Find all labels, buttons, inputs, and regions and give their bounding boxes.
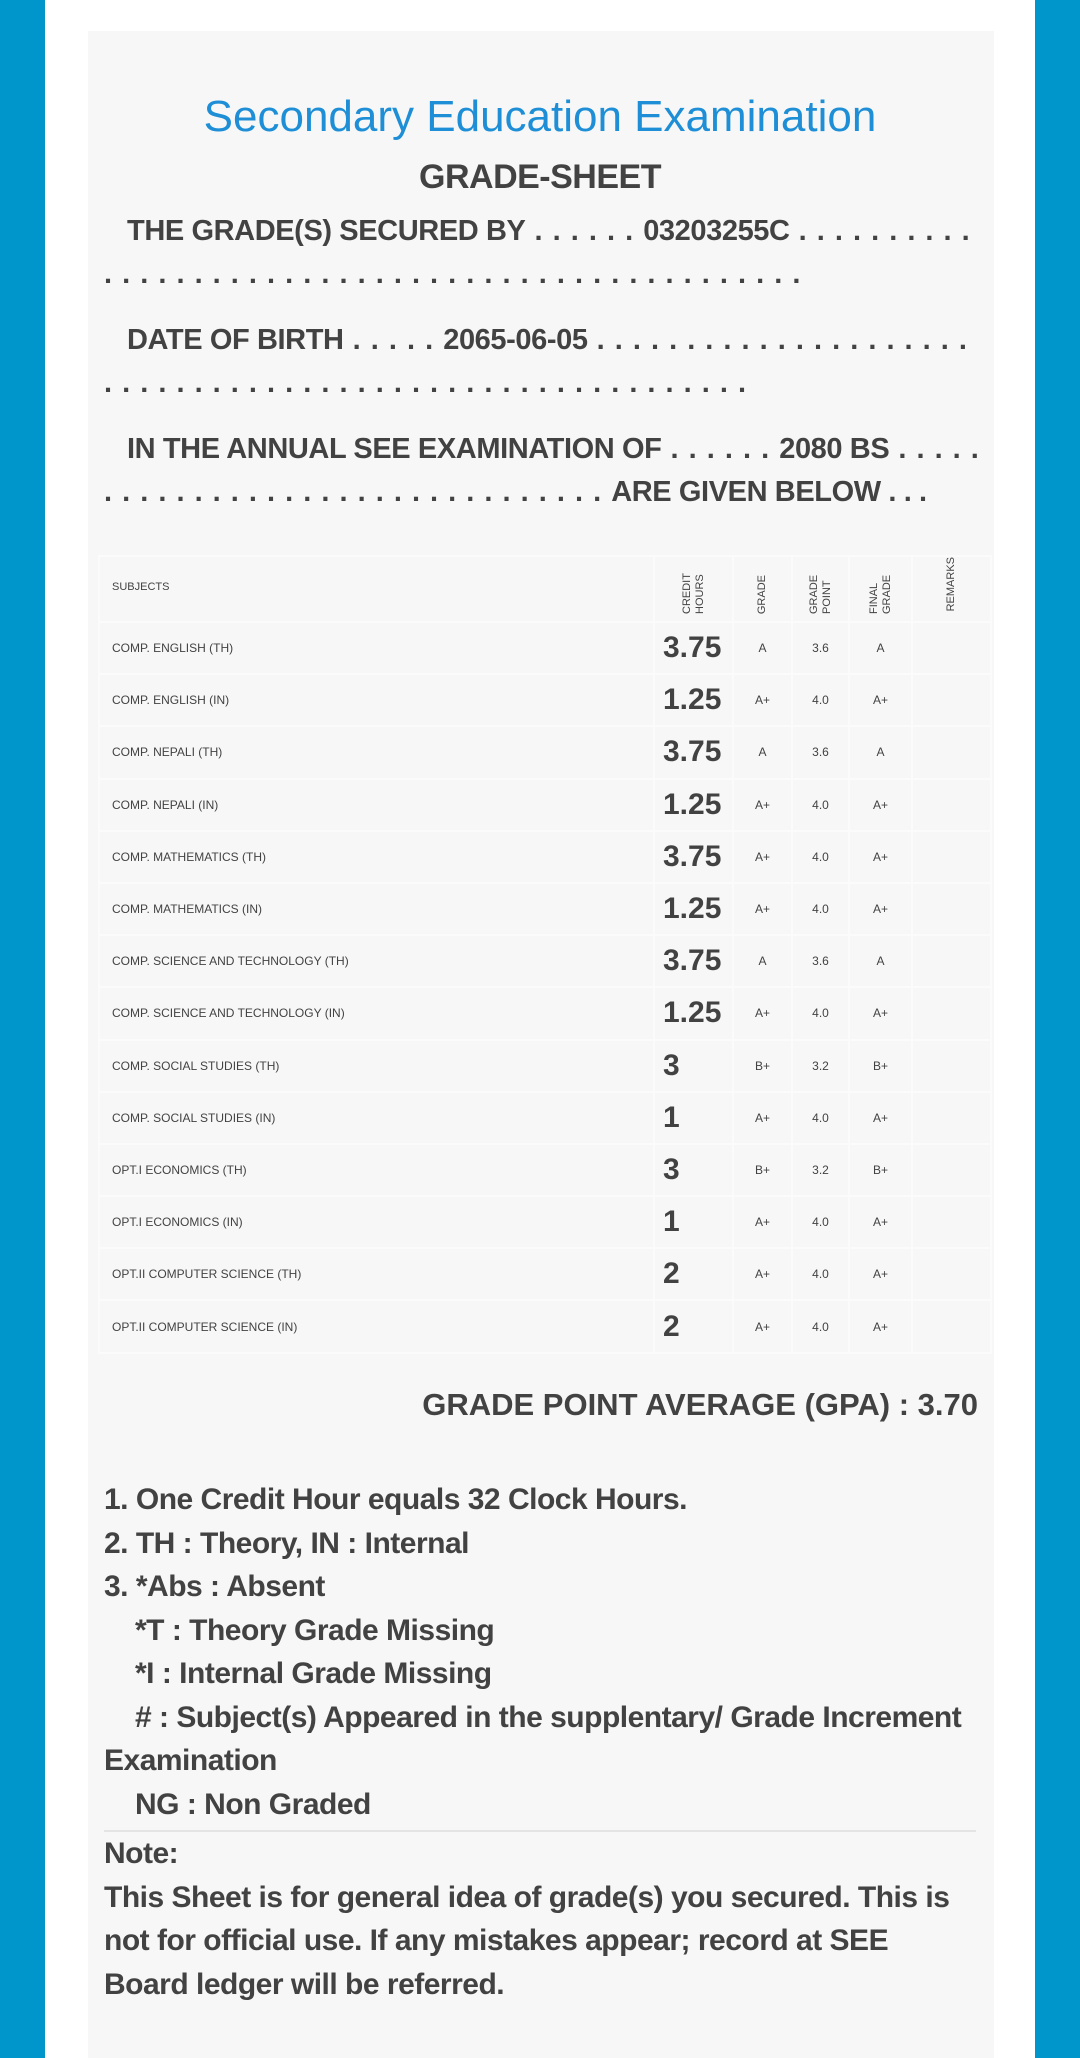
exam-label: IN THE ANNUAL SEE EXAMINATION OF [127, 433, 662, 465]
grade-cell: B+ [733, 1144, 792, 1196]
credit-hours-cell: 1.25 [654, 779, 733, 831]
remarks-cell [912, 1092, 991, 1144]
final-grade-cell: A+ [849, 1196, 912, 1248]
note-text: This Sheet is for general idea of grade(s) you secured. This is not for official use. If any mistakes appear; record at SEE Board ledger will be referred. [104, 1880, 950, 2001]
header-grade-point: GRADE POINT [792, 556, 849, 622]
credit-hours-cell: 1.25 [654, 987, 733, 1039]
remarks-cell [912, 935, 991, 987]
credit-hours-cell: 1.25 [654, 883, 733, 935]
table-row [99, 726, 991, 778]
grade-point-cell: 4.0 [792, 831, 849, 883]
grade-point-cell: 3.2 [792, 1040, 849, 1092]
remarks-cell [912, 1144, 991, 1196]
legend-item: 2. TH : Theory, IN : Internal [104, 1526, 469, 1560]
credit-hours-cell: 1.25 [654, 674, 733, 726]
final-grade-cell: A [849, 935, 912, 987]
legend-item: # : Subject(s) Appeared in the supplentary/ Grade Increment [135, 1700, 962, 1734]
grade-cell: A+ [733, 1196, 792, 1248]
legend-item: NG : Non Graded [135, 1787, 371, 1821]
grade-point-cell: 4.0 [792, 1092, 849, 1144]
final-grade-cell: A+ [849, 1092, 912, 1144]
subject-cell: COMP. ENGLISH (IN) [99, 674, 654, 726]
remarks-cell [912, 622, 991, 674]
dob-line: DATE OF BIRTH . . . . . 2065-06-05 . . . . . . . . . . . . . . . . . . . . . . . . . . . . . . . . . . . . . . . . . . . . . . . . . . . . . . . . . [104, 324, 968, 399]
grade-point-cell: 4.0 [792, 674, 849, 726]
subject-cell: OPT.II COMPUTER SCIENCE (IN) [99, 1300, 654, 1352]
final-grade-cell: A+ [849, 779, 912, 831]
remarks-cell [912, 987, 991, 1039]
remarks-cell [912, 1040, 991, 1092]
credit-hours-cell: 2 [654, 1248, 733, 1300]
credit-hours-cell: 1 [654, 1196, 733, 1248]
secured-label: THE GRADE(S) SECURED BY [127, 215, 526, 247]
credit-hours-cell: 2 [654, 1300, 733, 1352]
final-grade-cell: A+ [849, 883, 912, 935]
table-row [99, 779, 991, 831]
grade-point-cell: 4.0 [792, 1196, 849, 1248]
grade-cell: A [733, 726, 792, 778]
grade-cell: A+ [733, 831, 792, 883]
legend-item: 1. One Credit Hour equals 32 Clock Hours. [104, 1483, 687, 1516]
gpa-summary: GRADE POINT AVERAGE (GPA) : 3.70 [422, 1387, 978, 1422]
credit-hours-cell: 3 [654, 1040, 733, 1092]
header-grade: GRADE [733, 556, 792, 622]
remarks-cell [912, 1300, 991, 1352]
table-row [99, 674, 991, 726]
subject-cell: COMP. ENGLISH (TH) [99, 622, 654, 674]
credit-hours-cell: 3.75 [654, 726, 733, 778]
legend-item: *I : Internal Grade Missing [135, 1657, 492, 1690]
grade-cell: A+ [733, 779, 792, 831]
grade-point-cell: 3.6 [792, 726, 849, 778]
grade-point-cell: 4.0 [792, 779, 849, 831]
subject-cell: COMP. SOCIAL STUDIES (IN) [99, 1092, 654, 1144]
table-row [99, 1144, 991, 1196]
table-header [99, 556, 991, 622]
legend-list [104, 1478, 980, 1826]
subject-cell: COMP. MATHEMATICS (IN) [99, 883, 654, 935]
table-row [99, 1248, 991, 1300]
final-grade-cell: B+ [849, 1144, 912, 1196]
note-heading: Note: [104, 1837, 179, 1870]
remarks-cell [912, 726, 991, 778]
grade-point-cell: 3.6 [792, 622, 849, 674]
subject-cell: COMP. SCIENCE AND TECHNOLOGY (IN) [99, 987, 654, 1039]
table-row [99, 987, 991, 1039]
credit-hours-cell: 3.75 [654, 622, 733, 674]
final-grade-cell: A [849, 622, 912, 674]
credit-hours-cell: 3 [654, 1144, 733, 1196]
remarks-cell [912, 883, 991, 935]
final-grade-cell: A+ [849, 987, 912, 1039]
final-grade-cell: A+ [849, 674, 912, 726]
subject-cell: COMP. NEPALI (IN) [99, 779, 654, 831]
grade-cell: A [733, 622, 792, 674]
grade-cell: A+ [733, 1092, 792, 1144]
grade-cell: B+ [733, 1040, 792, 1092]
subject-cell: OPT.I ECONOMICS (IN) [99, 1196, 654, 1248]
grade-point-cell: 4.0 [792, 1248, 849, 1300]
table-row [99, 1092, 991, 1144]
remarks-cell [912, 1196, 991, 1248]
grade-cell: A+ [733, 883, 792, 935]
remarks-cell [912, 779, 991, 831]
exam-line: IN THE ANNUAL SEE EXAMINATION OF . . . . . . 2080 BS . . . . . . . . . . . . . . . . . . . . . . . . . . . . . . . . . ARE GIVEN BELOW . . . [104, 433, 980, 508]
grades-table [98, 555, 992, 1354]
remarks-cell [912, 1248, 991, 1300]
note-section [104, 1832, 980, 2006]
dob-label: DATE OF BIRTH [127, 324, 344, 356]
table-row [99, 1040, 991, 1092]
table-row [99, 622, 991, 674]
credit-hours-cell: 3.75 [654, 935, 733, 987]
table-row [99, 1300, 991, 1352]
grade-point-cell: 3.2 [792, 1144, 849, 1196]
final-grade-cell: A+ [849, 1248, 912, 1300]
credit-hours-cell: 1 [654, 1092, 733, 1144]
final-grade-cell: B+ [849, 1040, 912, 1092]
header-credit-hours: CREDIT HOURS [654, 556, 733, 622]
grade-cell: A+ [733, 674, 792, 726]
table-row [99, 1196, 991, 1248]
remarks-cell [912, 831, 991, 883]
exam-year: 2080 BS [779, 433, 890, 465]
header-final-grade: FINAL GRADE [849, 556, 912, 622]
grade-sheet-heading: GRADE-SHEET [419, 158, 661, 196]
subject-cell: COMP. NEPALI (TH) [99, 726, 654, 778]
legend-item: *T : Theory Grade Missing [135, 1613, 495, 1647]
student-info [104, 210, 984, 537]
subject-cell: COMP. SOCIAL STUDIES (TH) [99, 1040, 654, 1092]
subject-cell: COMP. MATHEMATICS (TH) [99, 831, 654, 883]
footer-notes [104, 1478, 980, 2006]
table-row [99, 883, 991, 935]
grade-point-cell: 4.0 [792, 1300, 849, 1352]
final-grade-cell: A+ [849, 1300, 912, 1352]
grade-point-cell: 4.0 [792, 987, 849, 1039]
subject-cell: OPT.I ECONOMICS (TH) [99, 1144, 654, 1196]
legend-item: Examination [104, 1744, 277, 1777]
legend-item: 3. *Abs : Absent [104, 1570, 325, 1603]
dob-value: 2065-06-05 [443, 324, 588, 356]
header-remarks: REMARKS [912, 556, 991, 622]
table-row [99, 831, 991, 883]
credit-hours-cell: 3.75 [654, 831, 733, 883]
grade-cell: A+ [733, 1248, 792, 1300]
grade-point-cell: 4.0 [792, 883, 849, 935]
table-row [99, 935, 991, 987]
remarks-cell [912, 674, 991, 726]
final-grade-cell: A [849, 726, 912, 778]
grade-point-cell: 3.6 [792, 935, 849, 987]
grade-cell: A+ [733, 1300, 792, 1352]
grade-cell: A+ [733, 987, 792, 1039]
given-below: ARE GIVEN BELOW . . . [611, 476, 927, 508]
symbol-number: 03203255C [643, 215, 790, 247]
subject-cell: OPT.II COMPUTER SCIENCE (TH) [99, 1248, 654, 1300]
grade-cell: A [733, 935, 792, 987]
exam-title: Secondary Education Examination [203, 92, 877, 141]
secured-by-line: THE GRADE(S) SECURED BY . . . . . . 03203255C . . . . . . . . . . . . . . . . . . . . . . . . . . . . . . . . . . . . . . . . . . . . . . . . . [104, 215, 971, 290]
subject-cell: COMP. SCIENCE AND TECHNOLOGY (TH) [99, 935, 654, 987]
final-grade-cell: A+ [849, 831, 912, 883]
header-subjects: SUBJECTS [99, 556, 654, 622]
